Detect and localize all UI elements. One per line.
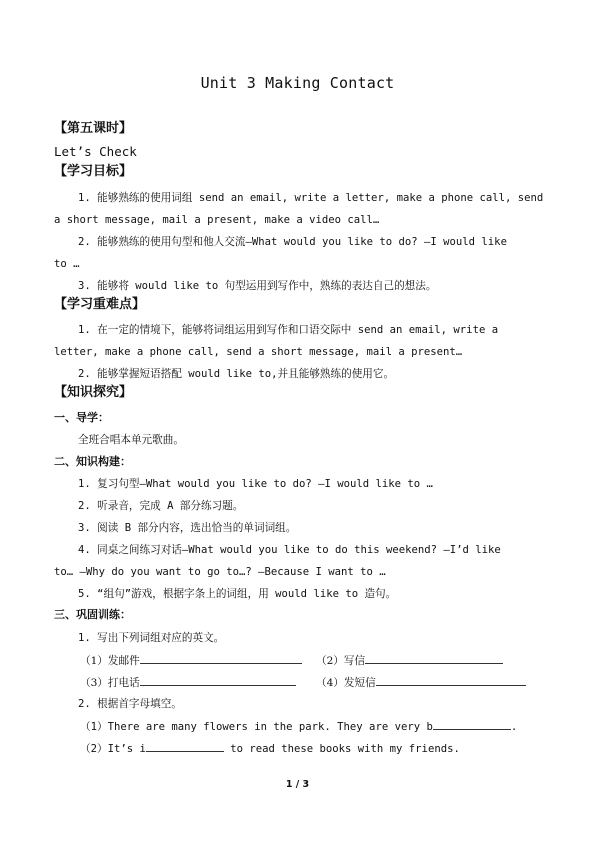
fill-label-3: （3）打电话: [80, 677, 140, 689]
sentence-2-blank[interactable]: [146, 741, 224, 752]
goals-heading: 【学习目标】: [54, 164, 133, 179]
page-number: 1 / 3: [285, 779, 310, 790]
sentence-1-start: （1）There are many flowers in the park. They are very b: [80, 721, 433, 733]
goal-item-1: 1. 能够熟练的使用词组 send an email, write a letter, make a phone call, send: [78, 192, 544, 204]
fill-blank-3[interactable]: [140, 675, 296, 686]
sentence-1-end: .: [510, 721, 518, 733]
fill-label-4: （4）发短信: [316, 677, 376, 689]
page-title: Unit 3 Making Contact: [200, 74, 395, 92]
lesson-label: 【第五课时】: [54, 121, 133, 136]
sentence-row-1: [80, 719, 517, 734]
sentence-2-end: to read these books with my friends.: [223, 743, 460, 755]
key-point-2: 2. 能够掌握短语搭配 would like to,并且能够熟练的使用它。: [78, 368, 395, 380]
key-points-heading: 【学习重难点】: [54, 297, 146, 312]
key-point-1-cont: letter, make a phone call, send a short message, mail a present…: [54, 346, 463, 358]
part2-item-1: 1. 复习句型—What would you like to do? —I would like to …: [78, 478, 433, 490]
part2-item-5: 5. “组句”游戏，根据字条上的词组，用 would like to 造句。: [78, 588, 397, 600]
fill-blank-1[interactable]: [140, 653, 302, 664]
goal-item-2: 2. 能够熟练的使用句型和他人交流—What would you like to do? —I would like: [78, 236, 507, 248]
fill-label-2: （2）写信: [316, 655, 366, 667]
section-name: Let’s Check: [54, 144, 137, 159]
goal-item-3: 3. 能够将 would like to 句型运用到写作中，熟练的表达自己的想法。: [78, 280, 437, 292]
fill-row-4: [316, 675, 526, 690]
key-point-1: 1. 在一定的情境下，能够将词组运用到写作和口语交际中 send an email, write a: [78, 324, 499, 336]
fill-label-1: （1）发邮件: [80, 655, 140, 667]
part2-item-4: 4. 同桌之间练习对话—What would you like to do this weekend? —I’d like: [78, 544, 501, 556]
fill-row-2: [316, 653, 503, 668]
fill-blank-4[interactable]: [376, 675, 526, 686]
part2-item-3: 3. 阅读 B 部分内容，选出恰当的单词词组。: [78, 522, 297, 534]
fill-row-3: [80, 675, 296, 690]
sentence-1-blank[interactable]: [433, 719, 511, 730]
part1-text: 全班合唱本单元歌曲。: [78, 434, 184, 446]
explore-heading: 【知识探究】: [54, 385, 133, 400]
part2-item-4-cont: to… —Why do you want to go to…? —Because I want to …: [54, 566, 386, 578]
part2-item-2: 2. 听录音，完成 A 部分练习题。: [78, 500, 244, 512]
sentence-row-2: [80, 741, 460, 756]
goal-item-2-cont: to …: [54, 258, 80, 270]
part1-title: 一、导学：: [54, 411, 109, 424]
part3-item-1: 1. 写出下列词组对应的英文。: [78, 632, 225, 644]
fill-row-1: [80, 653, 302, 668]
sentence-2-start: （2）It’s i: [80, 743, 146, 755]
goal-item-1-cont: a short message, mail a present, make a video call…: [54, 214, 380, 226]
part3-title: 三、巩固训练：: [54, 608, 131, 621]
part3-item-2: 2. 根据首字母填空。: [78, 698, 182, 710]
fill-blank-2[interactable]: [365, 653, 503, 664]
part2-title: 二、知识构建：: [54, 455, 131, 468]
